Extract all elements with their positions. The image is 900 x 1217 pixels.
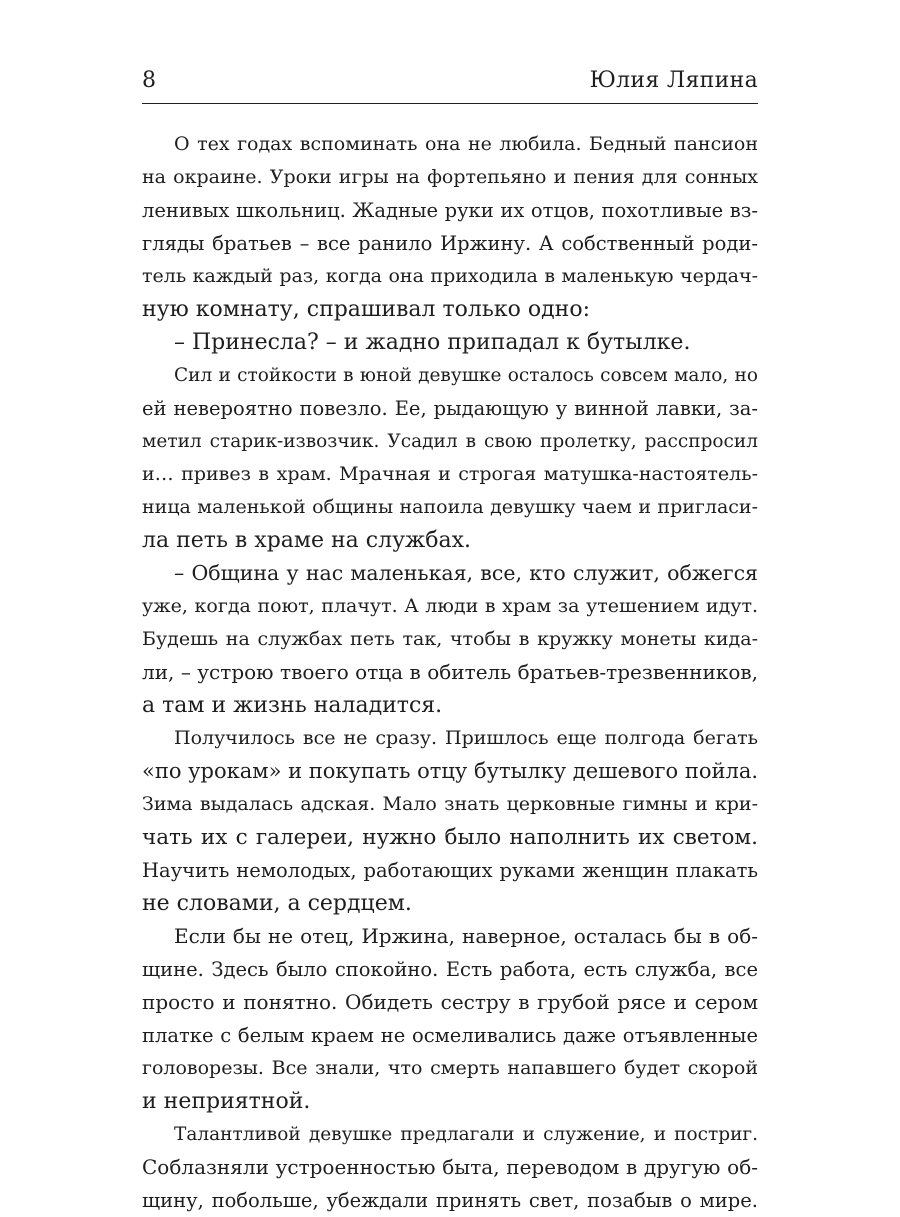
text-line: Будешь на службах петь так, чтобы в кружку монеты кида-	[142, 628, 758, 650]
header-rule	[142, 103, 758, 104]
text-line: платке с белым краем не осмеливались даже отъявленные	[142, 1024, 758, 1047]
text-line: Научить немолодых, работающих руками женщин плакать	[142, 859, 758, 882]
text-line: и неприятной.	[142, 1089, 311, 1114]
text-line: «по урокам» и покупать отцу бутылку дешевого пойла.	[142, 759, 758, 783]
text-line: ница маленькой общины напоила девушку чаем и пригласи-	[142, 496, 758, 518]
text-line: О тех годах вспоминать она не любила. Бедный пансион	[174, 133, 758, 155]
page-number: 8	[142, 68, 156, 93]
text-line: и… привез в храм. Мрачная и строгая матушка-настоятель-	[142, 463, 758, 485]
text-line: Если бы не отец, Иржина, наверное, осталась бы в об-	[174, 924, 758, 948]
text-line: а там и жизнь наладится.	[142, 693, 443, 718]
text-line: гляды братьев – все ранило Иржину. А собственный роди-	[142, 232, 758, 255]
text-line: ла петь в храме на службах.	[142, 528, 472, 553]
text-line: ную комнату, спрашивал только одно:	[142, 297, 590, 322]
text-line: ли, – устрою твоего отца в обитель братьев-трезвенников,	[142, 660, 758, 684]
text-line: головорезы. Все знали, что смерть напавшего будет скорой	[142, 1057, 758, 1079]
text-line: – Принесла? – и жадно припадал к бутылке.	[174, 330, 691, 355]
running-head-author: Юлия Ляпина	[589, 68, 758, 93]
body-text	[142, 128, 758, 1217]
text-line: на окраине. Уроки игры на фортепьяно и пения для сонных	[142, 166, 758, 188]
text-line: ей невероятно повезло. Ее, рыдающую у винной лавки, за-	[142, 397, 758, 420]
text-line: – Община у нас маленькая, все, кто служит, обжегся	[174, 561, 758, 585]
text-line: чать их с галереи, нужно было наполнить их светом.	[142, 825, 758, 850]
page-header	[142, 64, 758, 98]
text-line: Талантливой девушке предлагали и служение, и постриг.	[174, 1124, 758, 1145]
text-line: метил старик-извозчик. Усадил в свою пролетку, расспросил	[142, 431, 758, 452]
text-line: щину, побольше, убеждали принять свет, позабыв о мире.	[142, 1189, 758, 1212]
text-line: Сил и стойкости в юной девушке осталось совсем мало, но	[174, 365, 758, 386]
text-line: тель каждый раз, когда она приходила в маленькую чердач-	[142, 265, 758, 287]
text-line: уже, когда поют, плачут. А люди в храм за утешением идут.	[142, 595, 758, 617]
text-line: Получилось все не сразу. Пришлось еще полгода бегать	[174, 727, 758, 749]
text-line: ленивых школьниц. Жадные руки их отцов, похотливые вз-	[142, 199, 758, 222]
text-line: Зима выдалась адская. Мало знать церковные гимны и кри-	[142, 793, 758, 815]
text-line: Соблазняли устроенностью быта, переводом в другую об-	[142, 1155, 758, 1179]
text-line: не словами, а сердцем.	[142, 891, 412, 916]
text-line: просто и понятно. Обидеть сестру в грубой рясе и сером	[142, 990, 758, 1014]
text-line: щине. Здесь было спокойно. Есть работа, есть служба, все	[142, 958, 758, 981]
